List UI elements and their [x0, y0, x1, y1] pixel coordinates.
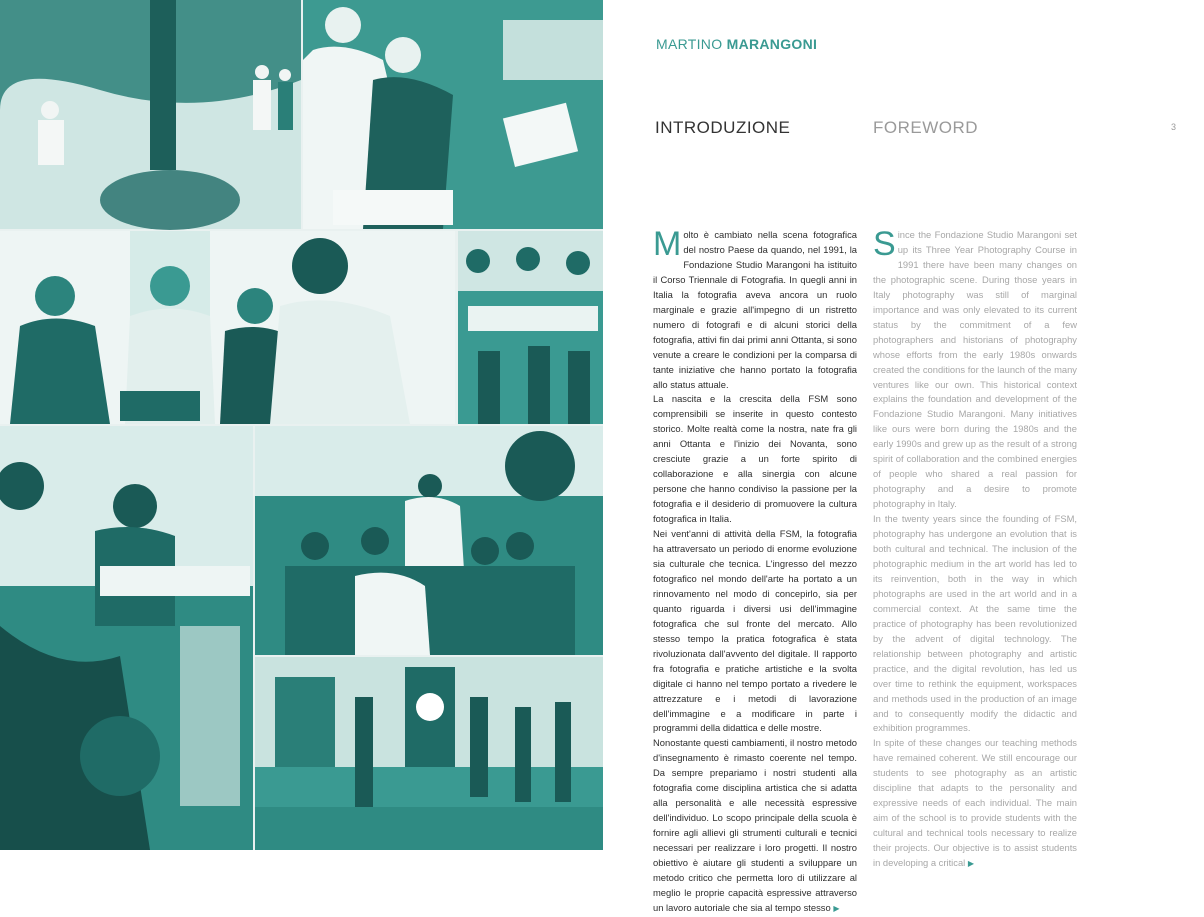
photo-classroom: [0, 426, 253, 850]
drop-cap-english: S: [873, 225, 896, 263]
photo-outdoor-group: [0, 0, 301, 229]
english-paragraph-3: In spite of these changes our teaching methods have remained coherent. We still encourage our students to see photography as an artistic discipline that adapts to the personality and expressive needs of each individual. The main aim of the school is to provide students with the cultural and technical tools necessary to realize their projects. Our objective is to assist students in developing a critical ▶: [873, 737, 1077, 869]
photo-collage: [0, 0, 603, 850]
photo-darkroom: [303, 0, 603, 229]
photo-students-table: [458, 231, 603, 424]
author-last-name: MARANGONI: [726, 36, 818, 52]
text-page: [603, 0, 1204, 913]
author-name: [656, 36, 817, 52]
heading-italian: INTRODUZIONE: [655, 118, 791, 137]
photo-street-night: [255, 657, 603, 850]
english-paragraph-2: In the twenty years since the founding of FSM, photography has undergone an evolution that is both cultural and technical. The inclusion of the photographic medium in the art world has led to its reinvention, both in the way in which photographs are used in the art world and in a commercial context. At the same time the practice of photography has been revolutionized by the advent of digital technology. The relationship between photography and artistic practice, and the digital revolution, has led us over time to rethink the equipment, workspaces and methods used in the production of an image and to consequently modify the didactic and exhibition programmes.: [873, 513, 1077, 734]
heading-english: FOREWORD: [873, 118, 979, 137]
photo-group-review: [0, 231, 455, 424]
italian-paragraph-1: Molto è cambiato nella scena fotografica del nostro Paese da quando, nel 1991, la Fondazione Studio Marangoni ha istituito il Corso Triennale di Fotografia. In quegli anni in Italia la fotografia aveva ancora un ruolo marginale e grazie all'impegno di un ristretto numero di fotografi e di alcuni storici della fotografia, attivi fin dai primi anni Ottanta, si sono venute a creare le condizioni per la comparsa di tante iniziative che hanno portato la fotografia allo status attuale.: [653, 225, 857, 390]
author-first-name: MARTINO: [656, 36, 723, 52]
page-number: 3: [1171, 122, 1177, 132]
italian-paragraph-4: Nonostante questi cambiamenti, il nostro metodo d'insegnamento è rimasto coerente nel tempo. Da sempre prepariamo i nostri studenti alla fotografia come disciplina artistica che si adatta alla personalità e alle necessità espressive dell'individuo. Lo scopo principale della scuola è fornire agli allievi gli strumenti culturali e tecnici necessari per realizzare i loro progetti. Il nostro obiettivo è aiutare gli studenti a sviluppare un metodo critico che permetta loro di utilizzare al meglio le proprie capacità espressive attraverso un lavoro autoriale che sia al tempo stesso ▶: [653, 737, 857, 913]
italian-paragraph-2: La nascita e la crescita della FSM sono comprensibili se inserite in questo contesto storico. Molte realtà come la nostra, nate fra gli anni Ottanta e l'inizio dei Novanta, sono cresciute grazie a un forte spirito di collaborazione e alla sinergia con alcune persone che hanno condiviso la passione per la fotografia e il desiderio di promuovere la cultura fotografica in Italia.: [653, 393, 857, 525]
english-column: [873, 225, 1077, 869]
photo-seminar: [255, 426, 603, 655]
english-paragraph-1: Since the Fondazione Studio Marangoni set up its Three Year Photography Course in 1991 there have been many changes on the photographic scene. During those years in Italy photography was still of marginal importance and was only elevated to its current status by the commitment of a few photographers and historians of photography whose efforts from the early 1980s onwards created the conditions for the launch of the many ventures like our own. This historical context explains the foundation and development of the Fondazione Studio Marangoni. Many initiatives like ours were born during the 1980s and the early 1990s and grew up as the result of a strong spirit of collaboration and the combined energies of people who shared a real passion for photography and a desire to promote photography in Italy.: [873, 225, 1077, 510]
italian-paragraph-3: Nei vent'anni di attività della FSM, la fotografia ha attraversato un periodo di enorme evoluzione sia culturale che tecnica. L'ingresso del mezzo fotografico nel mondo dell'arte ha portato a un rinnovamento nel modo di concepirlo, sia per quanto riguarda i diversi usi dell'immagine fotografica che sul fronte del mercato. Allo stesso tempo la pratica fotografica è stata rivoluzionata dall'avvento del digitale. Il rapporto fra fotografia e pratiche artistiche e la svolta digitale ci hanno nel tempo portato a rivedere le attrezzature e i metodi di lavorazione dell'immagine e a modificare in parte i programmi della didattica e delle mostre.: [653, 528, 857, 734]
italian-column: [653, 225, 857, 913]
continue-arrow-icon: ▶: [833, 903, 840, 913]
drop-cap-italian: M: [653, 225, 682, 263]
continue-arrow-icon: ▶: [967, 859, 975, 869]
